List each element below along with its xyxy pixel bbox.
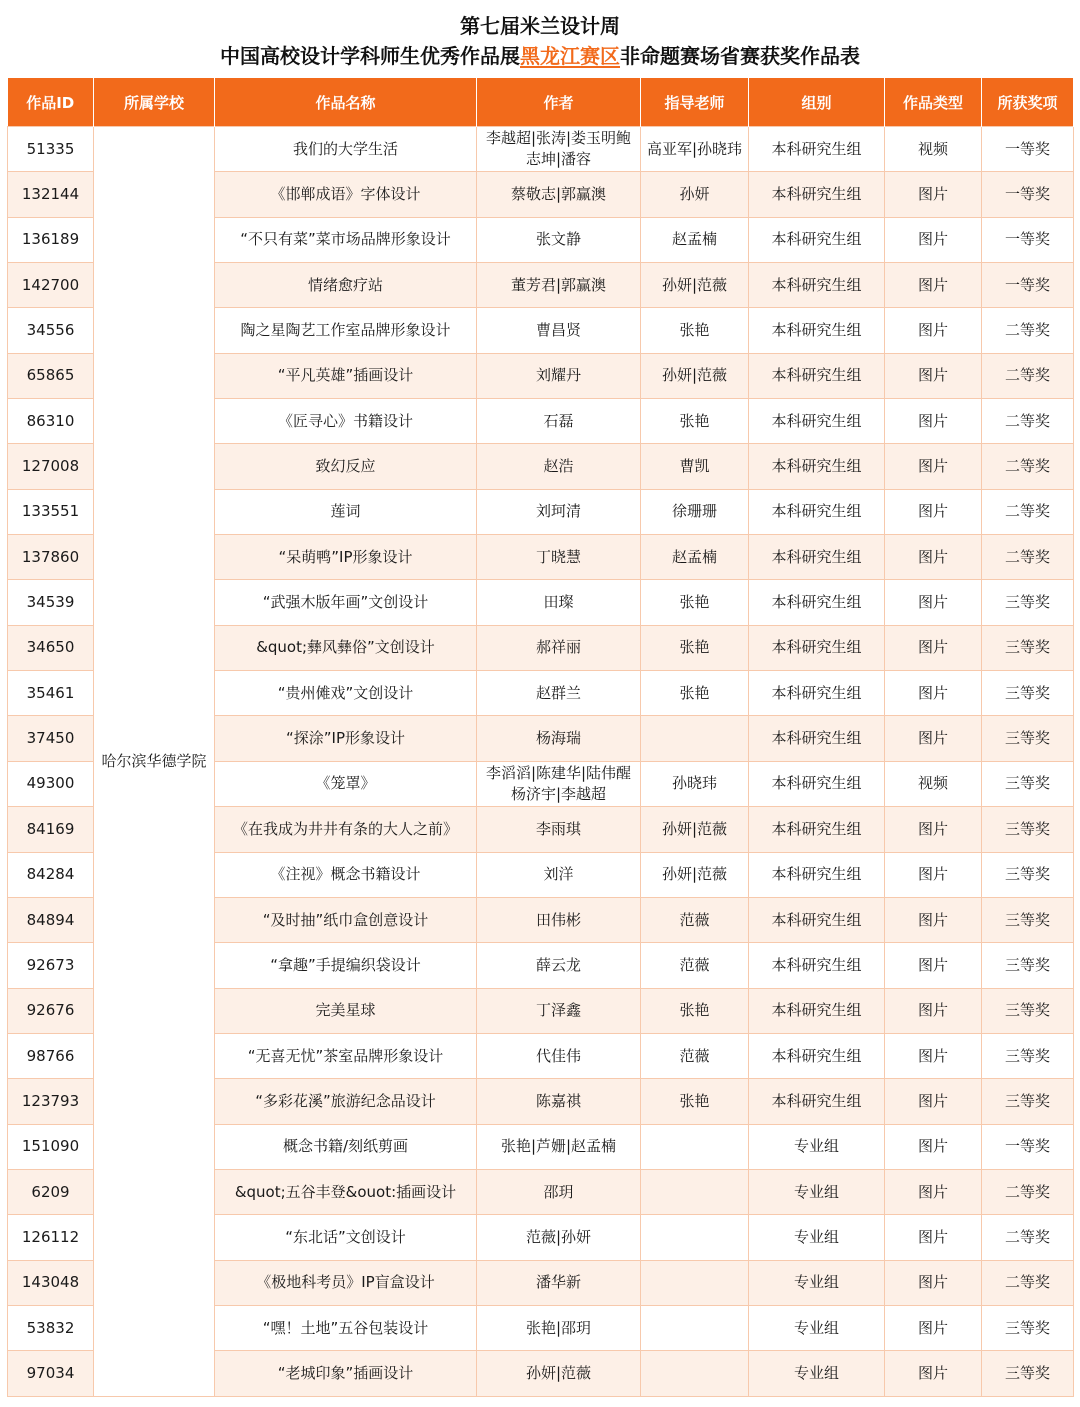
header-id: 作品ID xyxy=(8,78,94,127)
cell-award: 二等奖 xyxy=(982,1215,1074,1260)
cell-work-name: “及时抽”纸巾盒创意设计 xyxy=(215,897,477,942)
cell-work-name: 《邯郸成语》字体设计 xyxy=(215,172,477,217)
cell-group: 本科研究生组 xyxy=(749,444,885,489)
cell-teacher xyxy=(641,1305,749,1350)
cell-author: 李越超|张涛|娄玉明鲍志坤|潘容 xyxy=(477,127,641,172)
cell-id: 84284 xyxy=(8,852,94,897)
cell-work-name: “拿趣”手提编织袋设计 xyxy=(215,943,477,988)
cell-author: 丁泽鑫 xyxy=(477,988,641,1033)
cell-work-type: 图片 xyxy=(885,716,982,761)
cell-author: 刘耀丹 xyxy=(477,353,641,398)
cell-author: 刘洋 xyxy=(477,852,641,897)
cell-author: 李滔滔|陈建华|陆伟醒杨济宇|李越超 xyxy=(477,761,641,806)
cell-id: 84169 xyxy=(8,807,94,852)
cell-author: 赵浩 xyxy=(477,444,641,489)
cell-author: 代佳伟 xyxy=(477,1033,641,1078)
cell-work-type: 图片 xyxy=(885,444,982,489)
cell-author: 曹昌贤 xyxy=(477,308,641,353)
header-group: 组别 xyxy=(749,78,885,127)
cell-award: 三等奖 xyxy=(982,761,1074,806)
cell-work-type: 图片 xyxy=(885,1305,982,1350)
cell-group: 本科研究生组 xyxy=(749,1079,885,1124)
cell-award: 三等奖 xyxy=(982,1351,1074,1396)
cell-id: 92676 xyxy=(8,988,94,1033)
page-title: 第七届米兰设计周 xyxy=(460,14,620,38)
cell-teacher: 范薇 xyxy=(641,897,749,942)
cell-work-name: 《注视》概念书籍设计 xyxy=(215,852,477,897)
cell-author: 田伟彬 xyxy=(477,897,641,942)
cell-author: 李雨琪 xyxy=(477,807,641,852)
cell-group: 本科研究生组 xyxy=(749,263,885,308)
cell-work-type: 图片 xyxy=(885,1033,982,1078)
cell-group: 本科研究生组 xyxy=(749,807,885,852)
cell-work-type: 图片 xyxy=(885,625,982,670)
cell-group: 本科研究生组 xyxy=(749,761,885,806)
cell-work-name: &quot;彝风彝俗”文创设计 xyxy=(215,625,477,670)
cell-id: 34539 xyxy=(8,580,94,625)
cell-group: 专业组 xyxy=(749,1124,885,1169)
cell-id: 151090 xyxy=(8,1124,94,1169)
cell-award: 二等奖 xyxy=(982,353,1074,398)
cell-award: 三等奖 xyxy=(982,1305,1074,1350)
cell-group: 本科研究生组 xyxy=(749,399,885,444)
cell-work-name: 情绪愈疗站 xyxy=(215,263,477,308)
cell-teacher: 范薇 xyxy=(641,1033,749,1078)
cell-work-type: 图片 xyxy=(885,308,982,353)
cell-id: 126112 xyxy=(8,1215,94,1260)
cell-award: 二等奖 xyxy=(982,535,1074,580)
cell-author: 刘珂清 xyxy=(477,489,641,534)
page-header xyxy=(0,0,1080,78)
cell-author: 赵群兰 xyxy=(477,671,641,716)
cell-author: 邵玥 xyxy=(477,1169,641,1214)
cell-work-name: 完美星球 xyxy=(215,988,477,1033)
cell-work-type: 图片 xyxy=(885,897,982,942)
cell-id: 123793 xyxy=(8,1079,94,1124)
cell-id: 133551 xyxy=(8,489,94,534)
cell-work-name: 莲词 xyxy=(215,489,477,534)
cell-id: 34556 xyxy=(8,308,94,353)
cell-work-type: 图片 xyxy=(885,943,982,988)
cell-author: 石磊 xyxy=(477,399,641,444)
cell-author: 杨海瑞 xyxy=(477,716,641,761)
cell-author: 范薇|孙妍 xyxy=(477,1215,641,1260)
cell-teacher xyxy=(641,1124,749,1169)
cell-id: 34650 xyxy=(8,625,94,670)
cell-award: 二等奖 xyxy=(982,1260,1074,1305)
cell-group: 本科研究生组 xyxy=(749,580,885,625)
cell-teacher: 赵孟楠 xyxy=(641,535,749,580)
cell-teacher: 孙妍|范薇 xyxy=(641,353,749,398)
cell-author: 田璨 xyxy=(477,580,641,625)
cell-group: 本科研究生组 xyxy=(749,897,885,942)
cell-work-name: “武强木版年画”文创设计 xyxy=(215,580,477,625)
cell-work-type: 图片 xyxy=(885,172,982,217)
cell-work-type: 图片 xyxy=(885,1079,982,1124)
cell-work-name: 致幻反应 xyxy=(215,444,477,489)
cell-work-type: 图片 xyxy=(885,1351,982,1396)
cell-group: 专业组 xyxy=(749,1260,885,1305)
cell-award: 三等奖 xyxy=(982,943,1074,988)
header-work-type: 作品类型 xyxy=(885,78,982,127)
cell-id: 35461 xyxy=(8,671,94,716)
cell-id: 51335 xyxy=(8,127,94,172)
table-row xyxy=(8,127,1074,172)
cell-award: 一等奖 xyxy=(982,1124,1074,1169)
cell-teacher: 张艳 xyxy=(641,671,749,716)
cell-id: 92673 xyxy=(8,943,94,988)
cell-award: 三等奖 xyxy=(982,1033,1074,1078)
cell-award: 二等奖 xyxy=(982,444,1074,489)
cell-group: 本科研究生组 xyxy=(749,308,885,353)
cell-id: 143048 xyxy=(8,1260,94,1305)
cell-teacher: 孙妍|范薇 xyxy=(641,263,749,308)
cell-group: 本科研究生组 xyxy=(749,1033,885,1078)
table-header-row xyxy=(8,78,1074,127)
cell-author: 张艳|芦姗|赵孟楠 xyxy=(477,1124,641,1169)
cell-work-type: 图片 xyxy=(885,1260,982,1305)
cell-work-type: 图片 xyxy=(885,852,982,897)
page-subtitle xyxy=(0,42,1080,70)
subtitle-suffix: 非命题赛场省赛获奖作品表 xyxy=(620,44,860,68)
header-work-name: 作品名称 xyxy=(215,78,477,127)
cell-group: 本科研究生组 xyxy=(749,852,885,897)
cell-work-name: 《匠寻心》书籍设计 xyxy=(215,399,477,444)
cell-award: 三等奖 xyxy=(982,807,1074,852)
cell-teacher: 张艳 xyxy=(641,625,749,670)
cell-award: 三等奖 xyxy=(982,625,1074,670)
cell-teacher: 高亚军|孙晓玮 xyxy=(641,127,749,172)
cell-work-type: 图片 xyxy=(885,1215,982,1260)
cell-id: 37450 xyxy=(8,716,94,761)
cell-work-type: 图片 xyxy=(885,399,982,444)
cell-group: 本科研究生组 xyxy=(749,127,885,172)
cell-award: 三等奖 xyxy=(982,897,1074,942)
cell-group: 本科研究生组 xyxy=(749,489,885,534)
cell-teacher: 张艳 xyxy=(641,988,749,1033)
cell-id: 49300 xyxy=(8,761,94,806)
cell-id: 65865 xyxy=(8,353,94,398)
cell-school: 哈尔滨华德学院 xyxy=(94,127,215,1397)
cell-author: 郝祥丽 xyxy=(477,625,641,670)
cell-award: 一等奖 xyxy=(982,127,1074,172)
cell-award: 一等奖 xyxy=(982,217,1074,262)
cell-id: 142700 xyxy=(8,263,94,308)
cell-award: 二等奖 xyxy=(982,308,1074,353)
cell-group: 本科研究生组 xyxy=(749,716,885,761)
cell-work-type: 图片 xyxy=(885,535,982,580)
cell-group: 本科研究生组 xyxy=(749,353,885,398)
cell-teacher: 孙晓玮 xyxy=(641,761,749,806)
cell-work-name: 陶之星陶艺工作室品牌形象设计 xyxy=(215,308,477,353)
cell-teacher: 张艳 xyxy=(641,580,749,625)
cell-award: 三等奖 xyxy=(982,852,1074,897)
cell-award: 三等奖 xyxy=(982,580,1074,625)
cell-author: 张文静 xyxy=(477,217,641,262)
cell-author: 孙妍|范薇 xyxy=(477,1351,641,1396)
cell-work-name: 《笼罩》 xyxy=(215,761,477,806)
cell-teacher xyxy=(641,1215,749,1260)
cell-work-type: 图片 xyxy=(885,988,982,1033)
cell-teacher xyxy=(641,716,749,761)
cell-work-type: 图片 xyxy=(885,671,982,716)
cell-id: 132144 xyxy=(8,172,94,217)
cell-work-name: 概念书籍/刻纸剪画 xyxy=(215,1124,477,1169)
cell-group: 本科研究生组 xyxy=(749,943,885,988)
cell-work-name: 《极地科考员》IP盲盒设计 xyxy=(215,1260,477,1305)
header-author: 作者 xyxy=(477,78,641,127)
cell-work-name: “贵州傩戏”文创设计 xyxy=(215,671,477,716)
cell-author: 陈嘉祺 xyxy=(477,1079,641,1124)
cell-group: 本科研究生组 xyxy=(749,535,885,580)
cell-work-name: “探涂”IP形象设计 xyxy=(215,716,477,761)
awards-table xyxy=(7,78,1074,1397)
cell-group: 本科研究生组 xyxy=(749,172,885,217)
header-teacher: 指导老师 xyxy=(641,78,749,127)
cell-group: 本科研究生组 xyxy=(749,625,885,670)
cell-teacher: 孙妍|范薇 xyxy=(641,807,749,852)
cell-work-type: 图片 xyxy=(885,1124,982,1169)
table-body xyxy=(8,127,1074,1397)
cell-work-type: 视频 xyxy=(885,127,982,172)
cell-work-name: 《在我成为井井有条的大人之前》 xyxy=(215,807,477,852)
cell-teacher xyxy=(641,1169,749,1214)
cell-teacher: 张艳 xyxy=(641,399,749,444)
cell-id: 136189 xyxy=(8,217,94,262)
header-school: 所属学校 xyxy=(94,78,215,127)
cell-id: 53832 xyxy=(8,1305,94,1350)
cell-id: 6209 xyxy=(8,1169,94,1214)
cell-author: 张艳|邵玥 xyxy=(477,1305,641,1350)
cell-work-name: “平凡英雄”插画设计 xyxy=(215,353,477,398)
cell-author: 潘华新 xyxy=(477,1260,641,1305)
cell-author: 丁晓慧 xyxy=(477,535,641,580)
cell-work-type: 图片 xyxy=(885,807,982,852)
cell-id: 137860 xyxy=(8,535,94,580)
cell-author: 薛云龙 xyxy=(477,943,641,988)
cell-work-type: 视频 xyxy=(885,761,982,806)
cell-work-name: “东北话”文创设计 xyxy=(215,1215,477,1260)
cell-work-name: “多彩花溪”旅游纪念品设计 xyxy=(215,1079,477,1124)
cell-work-type: 图片 xyxy=(885,353,982,398)
cell-award: 一等奖 xyxy=(982,172,1074,217)
cell-group: 专业组 xyxy=(749,1305,885,1350)
cell-award: 三等奖 xyxy=(982,716,1074,761)
cell-teacher: 孙妍|范薇 xyxy=(641,852,749,897)
cell-award: 三等奖 xyxy=(982,1079,1074,1124)
subtitle-prefix: 中国高校设计学科师生优秀作品展 xyxy=(220,44,520,68)
cell-id: 86310 xyxy=(8,399,94,444)
cell-id: 127008 xyxy=(8,444,94,489)
cell-group: 本科研究生组 xyxy=(749,217,885,262)
cell-work-type: 图片 xyxy=(885,489,982,534)
cell-id: 97034 xyxy=(8,1351,94,1396)
cell-work-name: “无喜无忧”茶室品牌形象设计 xyxy=(215,1033,477,1078)
cell-group: 本科研究生组 xyxy=(749,671,885,716)
cell-work-name: &quot;五谷丰登&ouot:插画设计 xyxy=(215,1169,477,1214)
cell-teacher xyxy=(641,1351,749,1396)
cell-group: 本科研究生组 xyxy=(749,988,885,1033)
cell-award: 三等奖 xyxy=(982,988,1074,1033)
cell-teacher: 孙妍 xyxy=(641,172,749,217)
cell-award: 二等奖 xyxy=(982,1169,1074,1214)
cell-author: 蔡敬志|郭赢澳 xyxy=(477,172,641,217)
cell-work-name: “嘿！土地”五谷包装设计 xyxy=(215,1305,477,1350)
cell-group: 专业组 xyxy=(749,1215,885,1260)
cell-author: 董芳君|郭赢澳 xyxy=(477,263,641,308)
cell-teacher: 徐珊珊 xyxy=(641,489,749,534)
cell-work-name: “老城印象”插画设计 xyxy=(215,1351,477,1396)
cell-group: 专业组 xyxy=(749,1169,885,1214)
cell-teacher: 赵孟楠 xyxy=(641,217,749,262)
cell-work-type: 图片 xyxy=(885,1169,982,1214)
cell-teacher xyxy=(641,1260,749,1305)
cell-work-type: 图片 xyxy=(885,217,982,262)
header-award: 所获奖项 xyxy=(982,78,1074,127)
cell-id: 84894 xyxy=(8,897,94,942)
cell-teacher: 张艳 xyxy=(641,308,749,353)
cell-teacher: 张艳 xyxy=(641,1079,749,1124)
cell-work-type: 图片 xyxy=(885,263,982,308)
cell-work-name: “呆萌鸭”IP形象设计 xyxy=(215,535,477,580)
cell-award: 一等奖 xyxy=(982,263,1074,308)
cell-work-name: 我们的大学生活 xyxy=(215,127,477,172)
cell-award: 三等奖 xyxy=(982,671,1074,716)
cell-work-type: 图片 xyxy=(885,580,982,625)
region-highlight: 黑龙江赛区 xyxy=(520,44,620,68)
cell-award: 二等奖 xyxy=(982,399,1074,444)
cell-award: 二等奖 xyxy=(982,489,1074,534)
cell-teacher: 范薇 xyxy=(641,943,749,988)
cell-work-name: “不只有菜”菜市场品牌形象设计 xyxy=(215,217,477,262)
cell-group: 专业组 xyxy=(749,1351,885,1396)
cell-id: 98766 xyxy=(8,1033,94,1078)
cell-teacher: 曹凯 xyxy=(641,444,749,489)
